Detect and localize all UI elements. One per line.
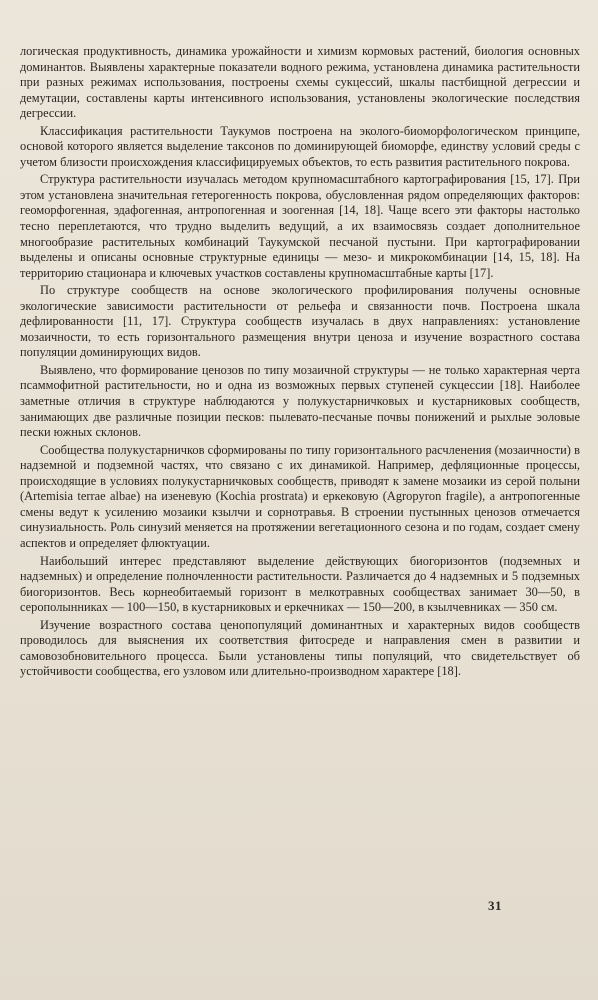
paragraph-5: Выявлено, что формирование ценозов по типу мозаичной структуры — не только характерная черта псаммофитной растительности, но и одна из возможных первых ступеней сукцессии [18]. Наиболее заметные отличия в структуре наблюдаются у полукустарничковых и кустарниковых сообществ, занимающих две различные позиции песков: пылевато-песчаные почвы понижений и рыхлые эоловые пески южных склонов.	[20, 362, 580, 440]
paragraph-8: Изучение возрастного состава ценопопуляций доминантных и характерных видов сообществ проводилось для выяснения их соответствия фитосреде и направления смен в развитии и самовозобновительного процесса. Были установлены типы популяций, что свидетельствует об устойчивости сообщества, его узловом или длительно-производном характере [18].	[20, 617, 580, 679]
paragraph-2: Классификация растительности Таукумов построена на эколого-биоморфологическом принципе, основой которого является выделение таксонов по доминирующей биоморфе, единству условий среды с учетом близости происхождения классифицируемых объектов, то есть развития растительного покрова.	[20, 123, 580, 169]
paragraph-1: логическая продуктивность, динамика урожайности и химизм кормовых растений, биология основных доминантов. Выявлены характерные показатели водного режима, установлена динамика растительности при разных режимах использования, построены схемы сукцессий, шкалы пастбищной дегрессии и демутации, составлены карты интенсивного использования, установлены экологические последствия дегрессии.	[20, 44, 580, 121]
paragraph-6: Сообщества полукустарничков сформированы по типу горизонтального расчленения (мозаичности) в надземной и подземной частях, что связано с их динамикой. Например, дефляционные процессы, происходящие в условиях полукустарничковых сообществ, приводят к замене мозаики из серой полыни (Artemisia terrae albae) на изеневую (Kochia prostrata) и еркековую (Agropyron fragile), а антропогенные смены ведут к усилению мозаики кзылчи и сорнотравья. В строении пустынных ценозов отмечается синузиальность. Роль синузий меняется на протяжении вегетационного сезона и по годам, создает смену аспектов и определяет флюктуации.	[20, 442, 580, 550]
body-text	[20, 44, 580, 682]
paragraph-7: Наибольший интерес представляют выделение действующих биогоризонтов (подземных и надземных) и определение полночленности растительности. Различается до 4 надземных и 5 подземных биогоризонтов. Весь корнеобитаемый горизонт в мелкотравных сообществах занимает 30—50, в серополынниках — 100—150, в кустарниковых и еркечниках — 150—200, в кзылчевниках — 350 см.	[20, 553, 580, 615]
paragraph-3: Структура растительности изучалась методом крупномасштабного картографирования [15, 17]. При этом установлена значительная гетерогенность покрова, обусловленная рядом определяющих факторов: геоморфогенная, эдафогенная, антропогенная и зоогенная [14, 18]. Чаще всего эти факторы настолько тесно переплетаются, что трудно выделить ведущий, а их взаимосвязь создает дополнительное многообразие растительных комбинаций Таукумской песчаной пустыни. При картографировании выделены и описаны основные структурные единицы — мезо- и микрокомбинации [14, 15, 18]. На территорию стационара и ключевых участков составлены крупномасштабные карты [17].	[20, 172, 580, 280]
page-number: 31	[488, 898, 502, 913]
paragraph-4: По структуре сообществ на основе экологического профилирования получены основные экологические зависимости растительности от рельефа и связанности почв. Построена шкала дефлированности [11, 17]. Структура сообществ изучалась в двух направлениях: установление мозаичности, то есть горизонтального размещения внутри ценоза и изучение возрастного состава популяции доминирующих видов.	[20, 283, 580, 360]
